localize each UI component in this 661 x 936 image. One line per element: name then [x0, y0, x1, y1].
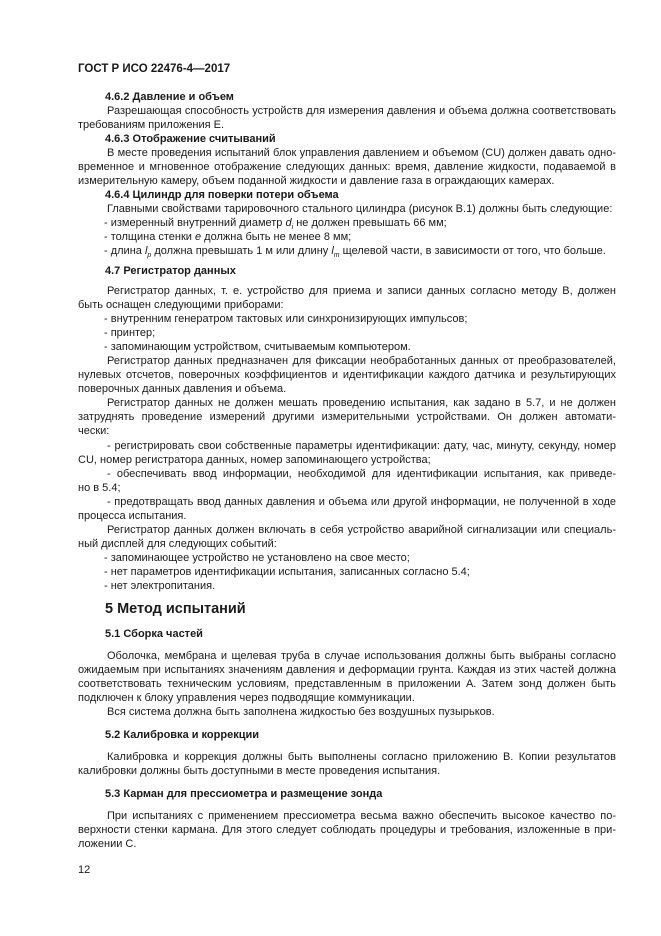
variable-symbol: e — [195, 231, 202, 243]
variable-symbol: l — [144, 245, 148, 257]
section-heading-4-6-2: 4.6.2 Давление и объем — [105, 91, 234, 103]
list-item: процесса испытания. — [78, 510, 187, 522]
list-item: - запоминающее устройство не установлено на свое место; — [104, 552, 410, 564]
paragraph-line: Калибровка и коррекция должны быть выполнены согласно приложению В. Копии результатов — [107, 751, 616, 763]
paragraph-line: калибровки должны быть доступными в месте проведения испытания. — [78, 765, 441, 777]
list-item: CU, номер регистратора данных, номер запоминающего устройства; — [78, 454, 431, 466]
paragraph-line: чески: — [78, 425, 110, 437]
list-item-text: - измеренный внутренний диаметр — [104, 217, 286, 229]
paragraph-line: Регистратор данных не должен мешать проведению испытания, как задано в 5.7, и не должен — [107, 397, 616, 409]
section-heading-4-6-4: 4.6.4 Цилиндр для поверки потери объема — [105, 189, 339, 201]
section-heading-5-2: 5.2 Калибровка и коррекции — [105, 729, 259, 741]
paragraph-line: Оболочка, мембрана и щелевая труба в случае использования должны быть выбраны согласно — [107, 650, 616, 662]
paragraph-line: ложении С. — [78, 838, 137, 850]
paragraph-line: Регистратор данных предназначен для фиксации необработанных данных от преобразователей, — [107, 355, 616, 367]
paragraph-line: затруднять проведение измерений другими измерительными устройствами. Он должен автомати- — [78, 411, 616, 423]
paragraph-line: нулевых отсчетов, поверочных коэффициентов и идентификации каждого датчика и результирующих — [78, 369, 616, 381]
page-number: 12 — [78, 864, 91, 876]
section-heading-5-1: 5.1 Сборка частей — [105, 628, 203, 640]
paragraph-line: быть оснащен следующими приборами: — [78, 299, 284, 311]
list-item: - принтер; — [104, 327, 156, 339]
section-heading-5-3: 5.3 Карман для прессиометра и размещение зонда — [105, 788, 383, 800]
paragraph-line: поверочных данных давления и объема. — [78, 383, 287, 395]
list-item: - предотвращать ввод данных давления и объема или другой информации, не полученной в ходе — [107, 496, 616, 508]
paragraph-line: Главными свойствами тарировочного стального цилиндра (рисунок В.1) должны быть следующие: — [107, 203, 613, 215]
variable-symbol: d — [285, 217, 292, 229]
document-header: ГОСТ Р ИСО 22476-4—2017 — [78, 63, 231, 75]
paragraph-line: Вся система должна быть заполнена жидкостью без воздушных пузырьков. — [107, 706, 495, 718]
paragraph-line: В месте проведения испытаний блок управления давлением и объемом (CU) должен давать одно- — [107, 147, 616, 159]
list-item — [104, 230, 616, 244]
paragraph-line: требованиям приложения Е. — [78, 119, 225, 131]
paragraph-line: измерительную камеру, объем поданной жидкости и давление газа в ограждающих камерах. — [78, 175, 555, 187]
paragraph-line: Регистратор данных должен включать в себя устройство аварийной сигнализации или специаль- — [107, 524, 616, 536]
list-item-text: - толщина стенки — [104, 231, 195, 243]
variable — [331, 245, 340, 260]
list-item: - нет электропитания. — [104, 580, 216, 592]
list-item: - регистрировать свои собственные параметры идентификации: дату, час, минуту, секунду, номер — [107, 440, 616, 452]
list-item: - запоминающим устройством, считываемым компьютером. — [104, 341, 411, 353]
section-heading-4-7: 4.7 Регистратор данных — [105, 265, 236, 277]
list-item-text: должна быть не менее 8 мм; — [201, 231, 352, 243]
list-item-text: щелевой части, в зависимости от того, что больше. — [339, 245, 606, 257]
paragraph-line: ожидаемым при испытаниях значениям давления и деформации грунта. Каждая из этих частей должна — [78, 664, 616, 676]
paragraph-line: верхности стенки кармана. Для этого следует соблюдать процедуры и требования, изложенные в при- — [78, 824, 616, 836]
list-item: - обеспечивать ввод информации, необходимой для идентификации испытания, как приведе- — [107, 468, 616, 480]
paragraph-line: Регистратор данных, т. е. устройство для приема и записи данных согласно методу В, должен — [107, 285, 616, 297]
variable-subscript: m — [333, 252, 340, 260]
paragraph-line: ный дисплей для следующих событий: — [78, 538, 277, 550]
list-item-text: не должен превышать 66 мм; — [293, 217, 447, 229]
list-item: но в 5.4; — [78, 482, 121, 494]
variable-subscript: p — [147, 252, 152, 260]
list-item — [104, 244, 616, 263]
paragraph-line: временное и мгновенное отображение следующих данных: время, давление жидкости, подаваемой в — [78, 161, 616, 173]
list-item: - внутренним генератром тактовых или синхронизирующих импульсов; — [104, 313, 468, 325]
variable-symbol: l — [331, 245, 334, 257]
paragraph-line: подключен к блоку управления через подводящие коммуникации. — [78, 692, 415, 704]
list-item: - нет параметров идентификации испытания, записанных согласно 5.4; — [104, 566, 470, 578]
list-item-text: должна превышать 1 м или длину — [151, 245, 332, 257]
section-heading-4-6-3: 4.6.3 Отображение считываний — [105, 133, 276, 145]
paragraph-line: Разрешающая способность устройств для измерения давления и объема должна соответствовать — [107, 105, 616, 117]
paragraph-line: соответствовать техническим условиям, представленным в приложении А. Затем зонд должен быть — [78, 678, 616, 690]
list-item-text: - длина — [104, 245, 145, 257]
section-heading-5: 5 Метод испытаний — [105, 601, 246, 617]
variable-subscript: i — [291, 224, 294, 232]
paragraph-line: При испытаниях с применением прессиометра весьма важно обеспечить высокое качество по- — [107, 810, 616, 822]
